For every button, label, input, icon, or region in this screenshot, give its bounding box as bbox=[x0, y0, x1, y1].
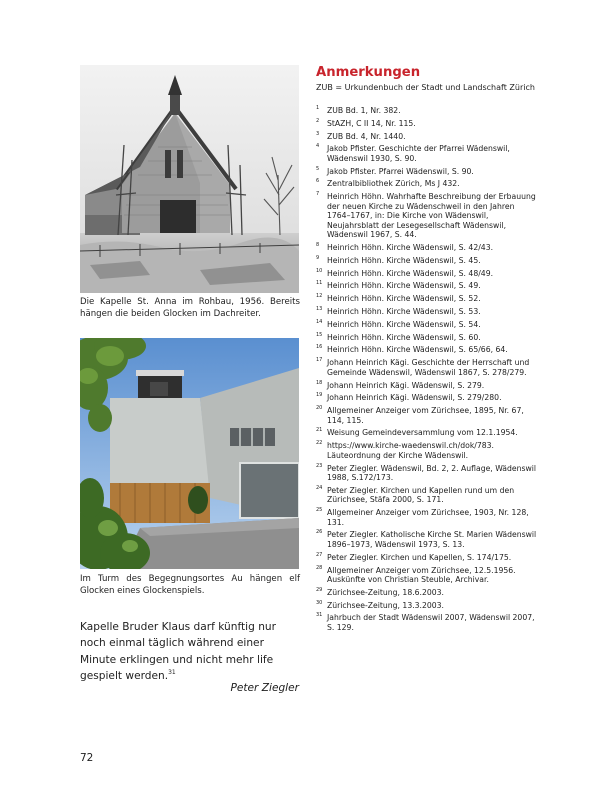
note-number: 3 bbox=[316, 130, 320, 137]
note-text: ZUB Bd. 1, Nr. 382. bbox=[327, 106, 401, 115]
note-item bbox=[316, 269, 538, 279]
note-number: 21 bbox=[316, 427, 323, 434]
note-item bbox=[316, 566, 538, 585]
note-item bbox=[316, 307, 538, 317]
note-item bbox=[316, 345, 538, 355]
note-item bbox=[316, 406, 538, 425]
note-item bbox=[316, 428, 538, 438]
note-item bbox=[316, 553, 538, 563]
note-item bbox=[316, 106, 538, 116]
note-text: Allgemeiner Anzeiger vom Zürichsee, 12.5.1956. Auskünfte von Christian Steuble, Archivar. bbox=[327, 565, 516, 585]
note-number: 16 bbox=[316, 344, 323, 351]
note-number: 2 bbox=[316, 117, 320, 124]
note-item bbox=[316, 243, 538, 253]
note-number: 29 bbox=[316, 586, 323, 593]
note-number: 10 bbox=[316, 267, 323, 274]
note-text: Zürichsee-Zeitung, 18.6.2003. bbox=[327, 587, 444, 597]
note-item bbox=[316, 486, 538, 505]
note-number: 11 bbox=[316, 280, 323, 287]
photo-caption-st-anna: Die Kapelle St. Anna im Rohbau, 1956. Bereits hängen die beiden Glocken im Dachreiter. bbox=[80, 297, 300, 319]
note-text: Jahrbuch der Stadt Wädenswil 2007, Wädenswil 2007, S. 129. bbox=[327, 613, 535, 632]
note-text: Peter Ziegler. Kirchen und Kapellen rund um den Zürichsee, Stäfa 2000, S. 171. bbox=[327, 485, 515, 505]
building-illustration bbox=[80, 338, 299, 569]
note-text: StAZH, C II 14, Nr. 115. bbox=[327, 118, 416, 128]
notes-list bbox=[316, 106, 538, 632]
note-item bbox=[316, 381, 538, 391]
note-text: Heinrich Höhn. Kirche Wädenswil, S. 48/49. bbox=[327, 268, 494, 278]
note-number: 30 bbox=[316, 599, 323, 606]
note-text: Heinrich Höhn. Kirche Wädenswil, S. 65/66, 64. bbox=[327, 345, 508, 355]
note-item bbox=[316, 530, 538, 549]
note-number: 14 bbox=[316, 318, 323, 325]
note-text: Allgemeiner Anzeiger vom Zürichsee, 1895, Nr. 67, 114, 115. bbox=[327, 406, 524, 425]
note-number: 26 bbox=[316, 529, 323, 536]
note-item bbox=[316, 320, 538, 330]
note-item bbox=[316, 358, 538, 377]
notes-heading: Anmerkungen bbox=[316, 65, 421, 80]
note-item bbox=[316, 119, 538, 129]
note-item bbox=[316, 508, 538, 527]
note-item bbox=[316, 441, 538, 460]
note-text: Weisung Gemeindeversammlung vom 12.1.1954. bbox=[327, 428, 518, 438]
note-item bbox=[316, 256, 538, 266]
note-item bbox=[316, 333, 538, 343]
photo-begegnungsort-au bbox=[80, 338, 299, 569]
note-text: ZUB Bd. 4, Nr. 1440. bbox=[327, 131, 406, 141]
note-item bbox=[316, 144, 538, 163]
note-number: 12 bbox=[316, 293, 323, 300]
note-number: 13 bbox=[316, 306, 323, 313]
note-number: 31 bbox=[316, 612, 323, 619]
note-number: 4 bbox=[316, 143, 320, 150]
notes-section bbox=[316, 64, 538, 636]
note-text: Heinrich Höhn. Wahrhafte Beschreibung der Erbauung der neuen Kirche zu Wädenschweil in den Jahren 1764–1767, in: Die Kirche von Wädenswil, Neujahrsblatt der Lesegesellschaft Wädenswil, Wädenswil 1967, S. 44. bbox=[327, 192, 536, 240]
note-item bbox=[316, 192, 538, 240]
note-number: 20 bbox=[316, 405, 323, 412]
note-number: 24 bbox=[316, 484, 323, 491]
note-number: 5 bbox=[316, 165, 320, 172]
note-text: Heinrich Höhn. Kirche Wädenswil, S. 42/43. bbox=[327, 243, 494, 253]
chapel-illustration bbox=[80, 65, 299, 293]
footnote-reference: 31 bbox=[168, 668, 176, 676]
note-number: 9 bbox=[316, 254, 320, 261]
note-number: 22 bbox=[316, 440, 323, 447]
note-item bbox=[316, 167, 538, 177]
note-text: Jakob Pfister. Pfarrei Wädenswil, S. 90. bbox=[327, 166, 474, 176]
note-text: https://www.kirche-waedenswil.ch/dok/783. Läuteordnung der Kirche Wädenswil. bbox=[327, 441, 494, 460]
note-item bbox=[316, 393, 538, 403]
note-text: Peter Ziegler. Kirchen und Kapellen, S. 174/175. bbox=[327, 552, 512, 562]
page-number: 72 bbox=[80, 752, 94, 764]
note-item bbox=[316, 464, 538, 483]
body-text: Kapelle Bruder Klaus darf künftig nur noch einmal täglich während einer Minute erklingen und nicht mehr life gespielt werden. bbox=[80, 621, 276, 682]
note-number: 6 bbox=[316, 178, 320, 185]
note-item bbox=[316, 294, 538, 304]
note-number: 15 bbox=[316, 331, 323, 338]
note-number: 8 bbox=[316, 242, 320, 249]
note-text: Peter Ziegler. Katholische Kirche St. Marien Wädenswil 1896–1973, Wädenswil 1973, S. 13. bbox=[327, 530, 537, 549]
note-text: Heinrich Höhn. Kirche Wädenswil, S. 53. bbox=[327, 307, 481, 317]
note-text: Peter Ziegler. Wädenswil, Bd. 2, 2. Auflage, Wädenswil 1988, S.172/173. bbox=[327, 463, 537, 483]
note-number: 28 bbox=[316, 564, 323, 571]
note-item bbox=[316, 588, 538, 598]
note-item bbox=[316, 601, 538, 611]
note-number: 1 bbox=[316, 105, 320, 111]
note-number: 17 bbox=[316, 357, 323, 364]
photo-caption-au: Im Turm des Begegnungsortes Au hängen elf Glocken eines Glockenspiels. bbox=[80, 574, 300, 596]
note-item bbox=[316, 179, 538, 189]
note-text: Heinrich Höhn. Kirche Wädenswil, S. 49. bbox=[327, 281, 481, 291]
note-number: 18 bbox=[316, 379, 323, 386]
note-text: Heinrich Höhn. Kirche Wädenswil, S. 45. bbox=[327, 255, 481, 265]
body-paragraph bbox=[80, 619, 302, 684]
note-text: Allgemeiner Anzeiger vom Zürichsee, 1903, Nr. 128, 131. bbox=[327, 508, 529, 527]
note-text: Jakob Pfister. Geschichte der Pfarrei Wädenswil, Wädenswil 1930, S. 90. bbox=[327, 144, 510, 163]
note-text: Heinrich Höhn. Kirche Wädenswil, S. 52. bbox=[327, 294, 481, 304]
note-text: Heinrich Höhn. Kirche Wädenswil, S. 60. bbox=[327, 332, 481, 342]
photo-kapelle-st-anna bbox=[80, 65, 299, 293]
note-item bbox=[316, 613, 538, 632]
note-text: Johann Heinrich Kägi. Geschichte der Herrschaft und Gemeinde Wädenswil, Wädenswil 1867, S. 278/279. bbox=[327, 358, 530, 377]
note-text: Zentralbibliothek Zürich, Ms J 432. bbox=[327, 179, 460, 189]
note-text: Johann Heinrich Kägi. Wädenswil, S. 279/280. bbox=[327, 393, 502, 403]
note-text: Zürichsee-Zeitung, 13.3.2003. bbox=[327, 600, 444, 610]
note-item bbox=[316, 281, 538, 291]
note-number: 27 bbox=[316, 551, 323, 558]
note-number: 25 bbox=[316, 507, 323, 514]
note-text: Heinrich Höhn. Kirche Wädenswil, S. 54. bbox=[327, 319, 481, 329]
note-text: Johann Heinrich Kägi. Wädenswil, S. 279. bbox=[327, 380, 485, 390]
note-item bbox=[316, 132, 538, 142]
author-name: Peter Ziegler bbox=[230, 682, 299, 694]
note-number: 19 bbox=[316, 392, 323, 399]
notes-abbreviation: ZUB = Urkundenbuch der Stadt und Landschaft Zürich bbox=[316, 83, 535, 92]
note-number: 23 bbox=[316, 462, 323, 469]
note-number: 7 bbox=[316, 191, 320, 198]
